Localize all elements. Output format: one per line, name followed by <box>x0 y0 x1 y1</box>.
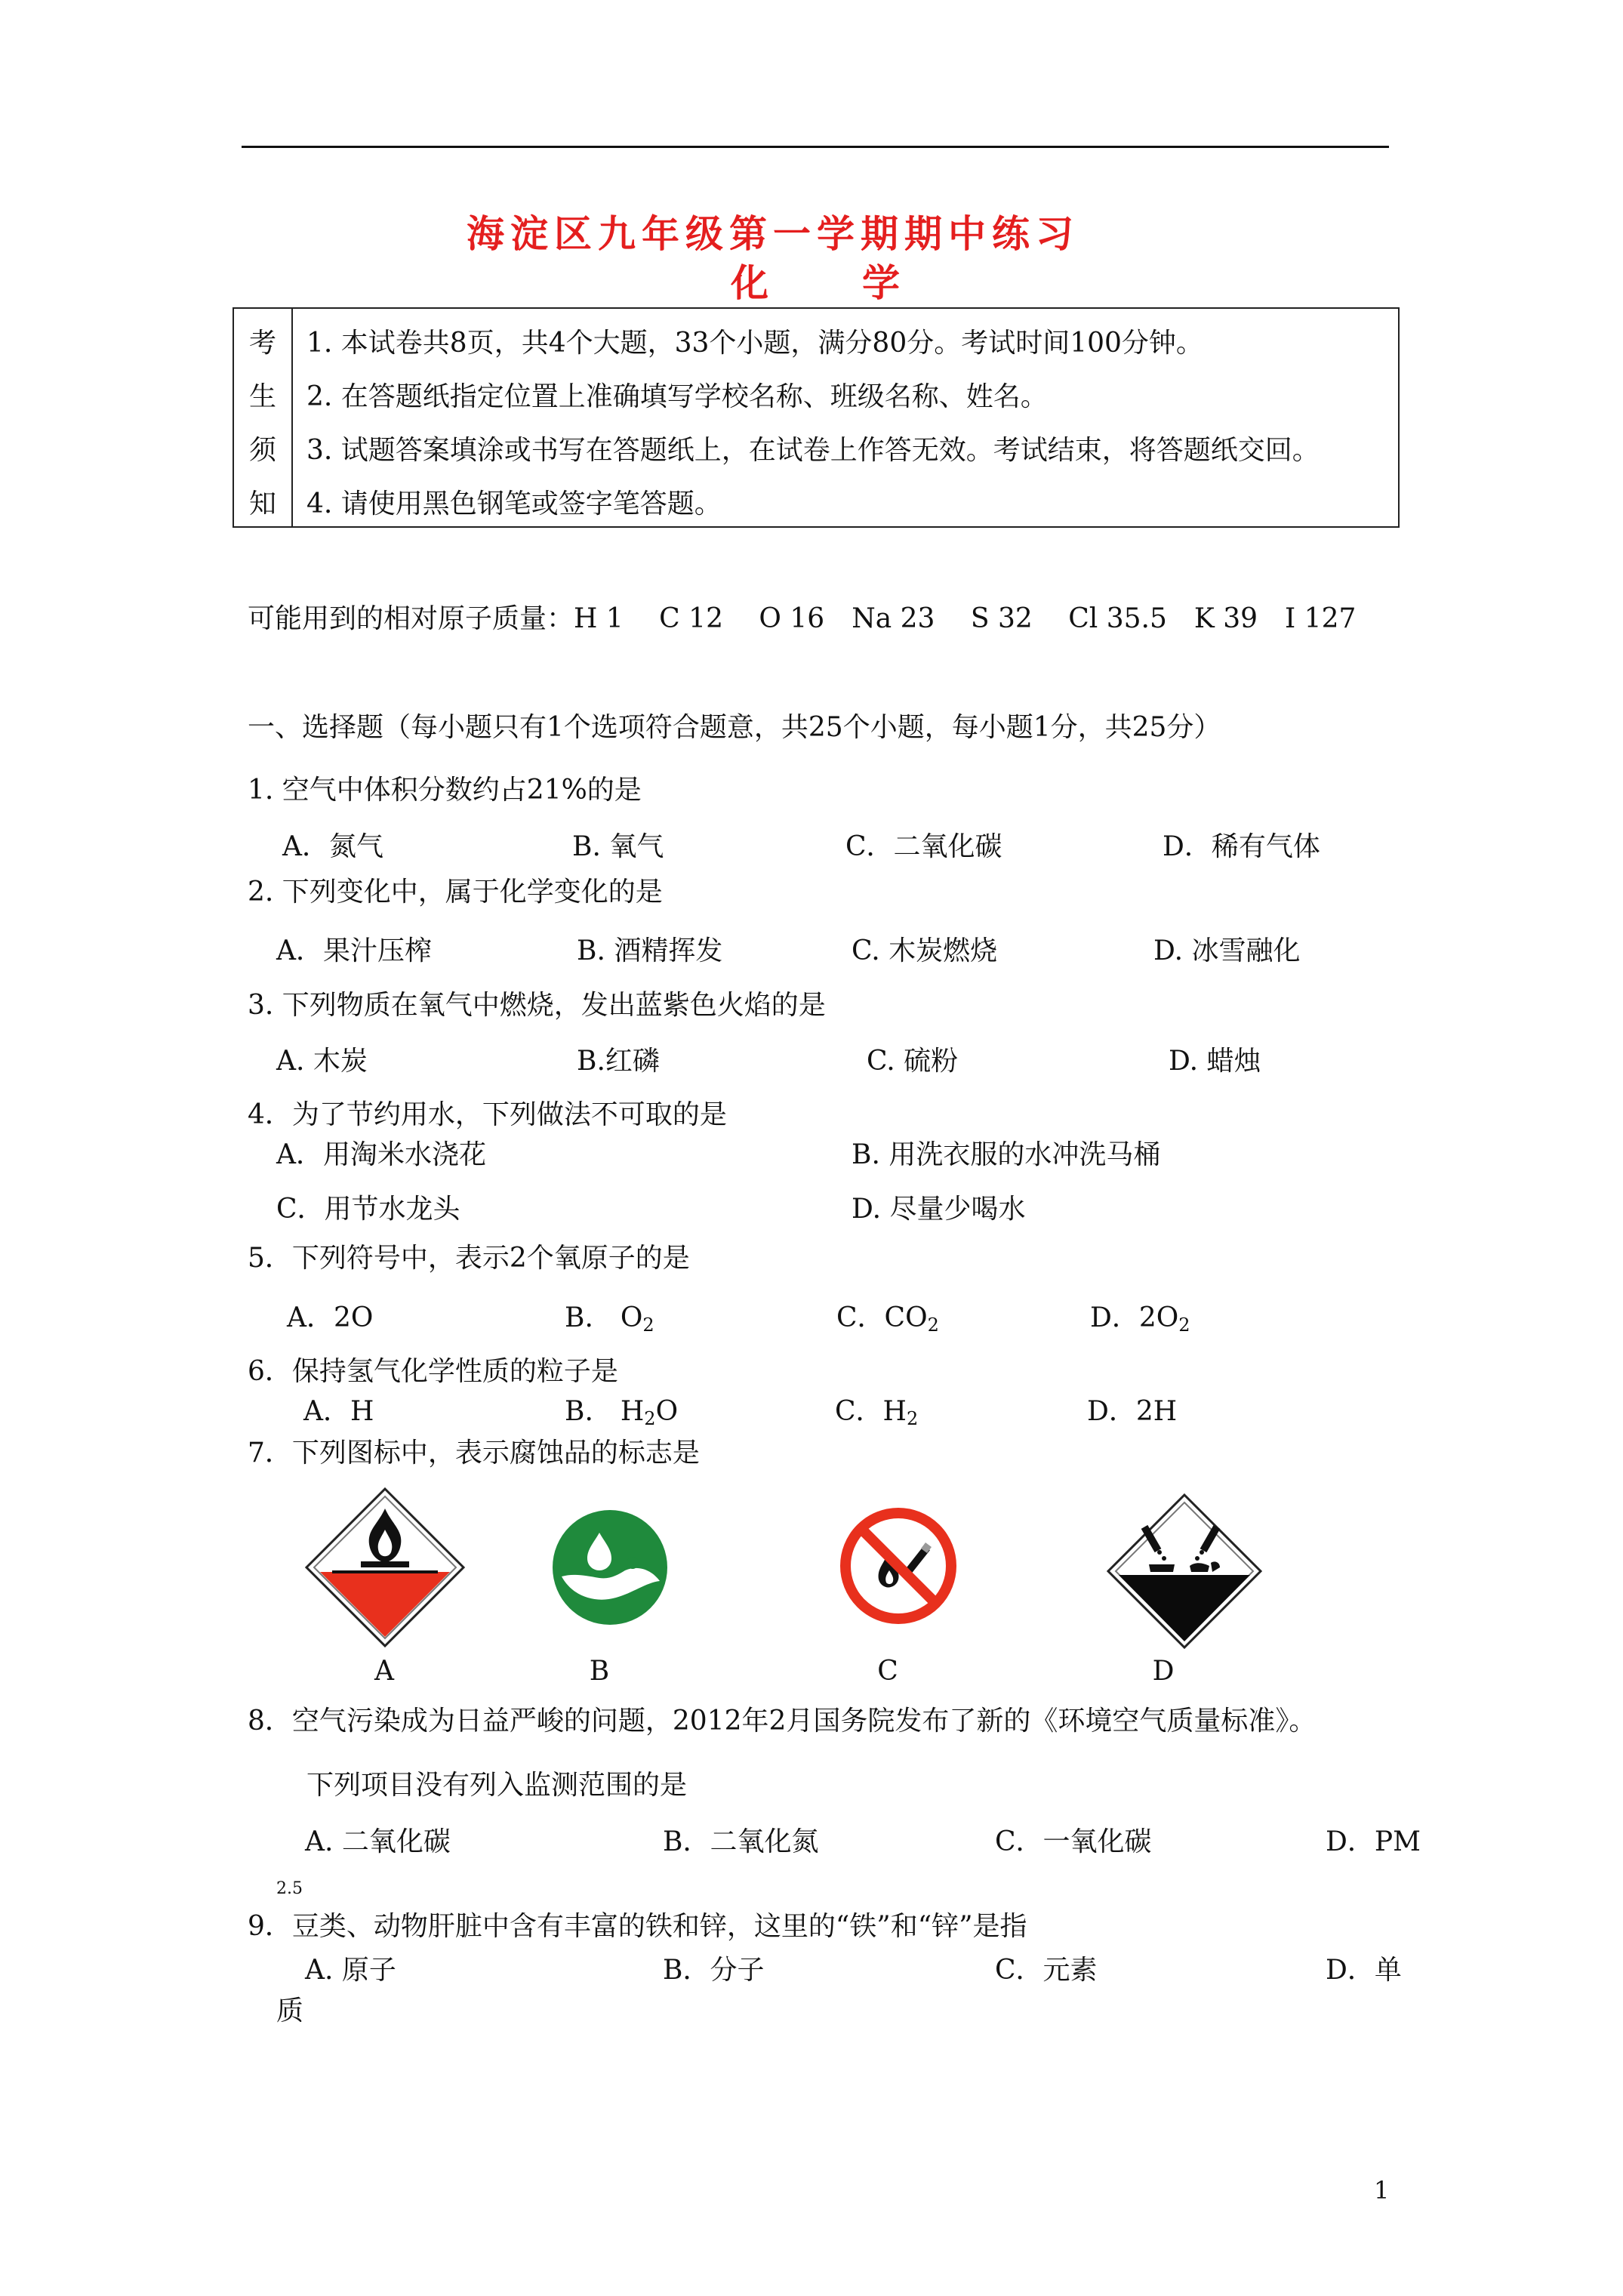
subscript: 2 <box>642 1314 654 1336</box>
water-saving-icon <box>550 1507 670 1628</box>
question-stem-continued: 下列项目没有列入监测范围的是 <box>306 1770 688 1801</box>
no-smoking-icon <box>839 1507 957 1625</box>
option-b: B. 酒精挥发 <box>577 935 723 966</box>
notice-item: 4. 请使用黑色钢笔或签字笔答题。 <box>306 488 722 519</box>
option-b: B．分子 <box>663 1955 765 1986</box>
notice-item: 3. 试题答案填涂或书写在答题纸上，在试卷上作答无效。考试结束，将答题纸交回。 <box>306 435 1320 466</box>
question-stem: 9．豆类、动物肝脏中含有丰富的铁和锌，这里的“铁”和“锌”是指 <box>248 1911 1027 1942</box>
icon-label-d: D <box>1152 1656 1175 1687</box>
option-b <box>565 1395 678 1428</box>
icon-label-a: A <box>374 1656 394 1687</box>
subscript: 2 <box>644 1408 656 1429</box>
option-b: B.红磷 <box>577 1046 660 1077</box>
subscript: 2 <box>906 1408 919 1429</box>
question-stem: 5．下列符号中，表示2个氧原子的是 <box>248 1243 690 1274</box>
option-a: A．果汁压榨 <box>276 935 432 966</box>
option-d: D. 蜡烛 <box>1169 1046 1261 1077</box>
option-a: A．H <box>303 1396 374 1427</box>
question-stem: 7．下列图标中，表示腐蚀品的标志是 <box>248 1438 700 1469</box>
atomic-masses-line: 可能用到的相对原子质量：H 1 C 12 O 16 Na 23 S 32 Cl 35.5 K 39 I 127 <box>248 603 1357 634</box>
option-b: B．二氧化氮 <box>663 1826 819 1857</box>
option-d-wrap: 2.5 <box>276 1879 303 1898</box>
option-c: C．用节水龙头 <box>276 1194 460 1225</box>
option-c: C．一氧化碳 <box>995 1826 1152 1857</box>
question-stem: 2. 下列变化中，属于化学变化的是 <box>248 877 663 908</box>
option-b-text: B. H <box>565 1396 645 1427</box>
question-stem: 4．为了节约用水，下列做法不可取的是 <box>248 1099 727 1130</box>
subscript: 2 <box>1178 1314 1190 1336</box>
question-stem: 3. 下列物质在氧气中燃烧，发出蓝紫色火焰的是 <box>248 990 826 1021</box>
option-d: D. 冰雪融化 <box>1153 935 1301 966</box>
option-c: C．二氧化碳 <box>845 831 1002 862</box>
option-d-wrap: 质 <box>276 1996 304 2026</box>
notice-item: 1. 本试卷共8页，共4个大题，33个小题，满分80分。考试时间100分钟。 <box>306 328 1203 359</box>
notice-label-char: 生 <box>248 381 276 412</box>
exam-notice-box <box>233 307 1400 528</box>
option-d: D. 尽量少喝水 <box>852 1194 1026 1225</box>
notice-label-column <box>234 309 293 526</box>
option-c-text: C．H <box>835 1396 907 1427</box>
option-d: D．2H <box>1087 1396 1178 1427</box>
notice-label-char: 须 <box>248 435 276 466</box>
question-stem: 8．空气污染成为日益严峻的问题，2012年2月国务院发布了新的《环境空气质量标准》。 <box>248 1706 1317 1737</box>
question-stem: 1. 空气中体积分数约占21%的是 <box>248 775 642 806</box>
option-c <box>836 1302 939 1335</box>
subscript: 2 <box>927 1314 939 1336</box>
option-a: A. 原子 <box>305 1955 396 1986</box>
header-rule <box>242 146 1389 148</box>
option-d-text: D．2O <box>1090 1302 1179 1333</box>
option-c-text: C．CO <box>836 1302 928 1333</box>
option-a: A．用淘米水浇花 <box>276 1139 486 1170</box>
option-d: D．PM <box>1326 1826 1421 1857</box>
option-a: A．2O <box>287 1302 374 1333</box>
option-c: C．元素 <box>995 1955 1098 1986</box>
option-b: B. 用洗衣服的水冲洗马桶 <box>852 1139 1161 1170</box>
notice-label-char: 知 <box>248 488 276 519</box>
option-d: D．单 <box>1326 1955 1402 1986</box>
option-a: A．氮气 <box>282 831 383 862</box>
corrosive-icon <box>1107 1493 1262 1649</box>
option-c: C. 硫粉 <box>867 1046 959 1077</box>
question-stem: 6．保持氢气化学性质的粒子是 <box>248 1356 618 1387</box>
option-c <box>835 1395 918 1428</box>
notice-label-char: 考 <box>248 328 276 359</box>
option-a: A. 木炭 <box>276 1046 368 1077</box>
notice-item: 2. 在答题纸指定位置上准确填写学校名称、班级名称、姓名。 <box>306 381 1048 412</box>
option-b: B. 氧气 <box>572 831 664 862</box>
option-d <box>1090 1302 1190 1335</box>
page-number: 1 <box>1374 2176 1390 2205</box>
option-b-text: B. O <box>565 1302 643 1333</box>
option-a: A. 二氧化碳 <box>305 1826 451 1857</box>
section-heading: 一、选择题（每小题只有1个选项符合题意，共25个小题，每小题1分，共25分） <box>248 712 1221 743</box>
flammable-solid-icon <box>305 1487 465 1647</box>
subject-title: 化 学 <box>731 260 906 305</box>
option-b-text-tail: O <box>655 1396 679 1427</box>
icon-label-c: C <box>877 1656 898 1687</box>
option-d: D．稀有气体 <box>1163 831 1320 862</box>
exam-title: 海淀区九年级第一学期期中练习 <box>467 211 1079 256</box>
icon-label-b: B <box>589 1656 610 1687</box>
option-b <box>565 1302 654 1335</box>
option-c: C. 木炭燃烧 <box>852 935 998 966</box>
